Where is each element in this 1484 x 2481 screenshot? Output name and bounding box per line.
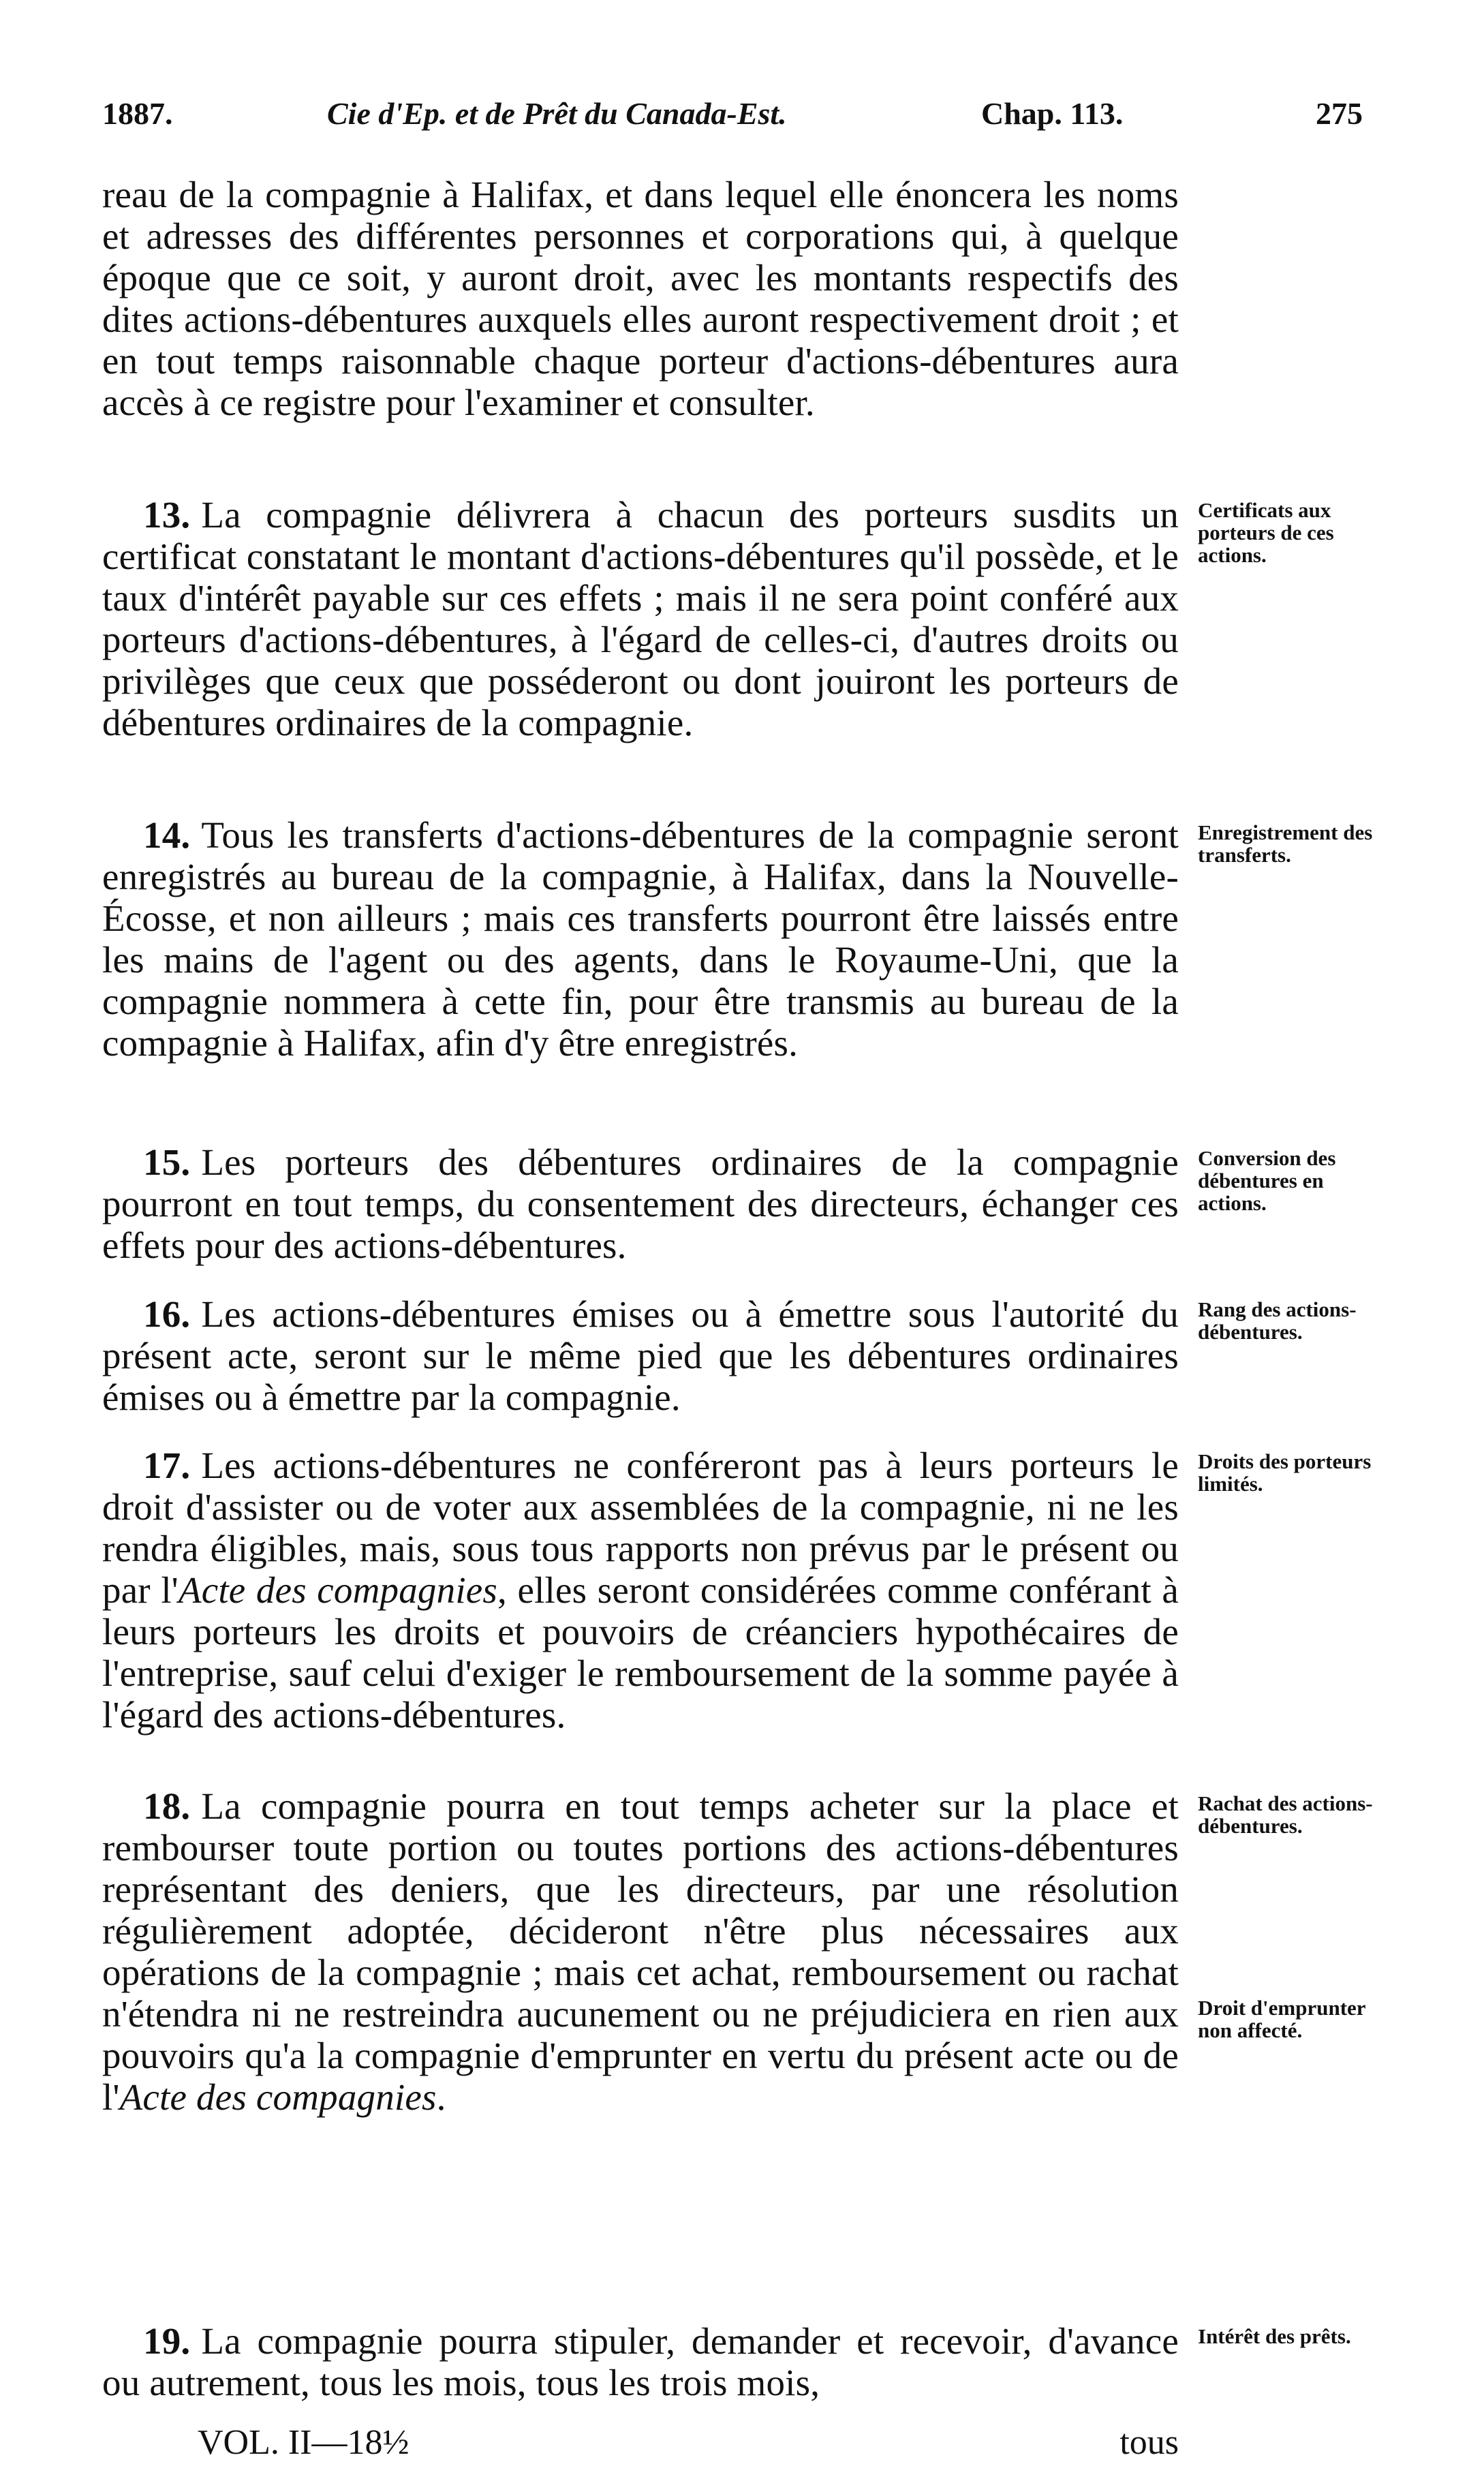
- section-text-end: , elles seront considérées comme conférant à leurs porteurs les droits et pouvoirs de créanciers hypothécaires de l'entreprise, sauf celui d'exiger le remboursement de la somme payée à l'égard des actions-débentures.: [102, 1569, 1179, 1736]
- header-title: Cie d'Ep. et de Prêt du Canada-Est.: [327, 96, 787, 131]
- section-text: Les actions-débentures émises ou à émettre sous l'autorité du présent acte, seront sur le même pied que les débentures ordinaires émises ou à émettre par la compagnie.: [102, 1293, 1179, 1418]
- page-number: 275: [1316, 96, 1363, 131]
- header-year: 1887.: [102, 96, 173, 131]
- signature-mark: VOL. II—18½: [198, 2423, 409, 2462]
- section-14: [102, 814, 1179, 1064]
- header-chapter: Chap. 113.: [981, 96, 1124, 131]
- section-number: 14.: [143, 814, 191, 856]
- act-reference: Acte des compagnies: [119, 2076, 437, 2118]
- section-19: [102, 2320, 1179, 2403]
- section-text: La compagnie pourra stipuler, demander et recevoir, d'avance ou autrement, tous les mois, tous les trois mois,: [102, 2320, 1179, 2403]
- margin-note-19: Intérêt des prêts.: [1198, 2324, 1351, 2348]
- section-number: 15.: [143, 1141, 191, 1183]
- section-18: [102, 1785, 1179, 2118]
- section-number: 16.: [143, 1293, 191, 1335]
- section-13: [102, 494, 1179, 743]
- intro-paragraph: [102, 174, 1179, 423]
- section-number: 13.: [143, 494, 191, 536]
- section-number: 19.: [143, 2320, 191, 2362]
- section-text: Les porteurs des débentures ordinaires de la compagnie pourront en tout temps, du consentement des directeurs, échanger ces effets pour des actions-débentures.: [102, 1141, 1179, 1266]
- section-number: 17.: [143, 1445, 191, 1486]
- section-17: [102, 1445, 1179, 1736]
- section-text: La compagnie délivrera à chacun des porteurs susdits un certificat constatant le montant d'actions-débentures qu'il possède, et le taux d'intérêt payable sur ces effets ; mais il ne sera point conféré aux porteurs d'actions-débentures, à l'égard de celles-ci, d'autres droits ou privilèges que ceux que posséderont ou dont jouiront les porteurs de débentures ordinaires de la compagnie.: [102, 494, 1179, 743]
- running-header: [102, 95, 1363, 143]
- section-text: La compagnie pourra en tout temps acheter sur la place et rembourser toute portion ou toutes portions des actions-débentures représentant des deniers, que les directeurs, par une résolution régulièrement adoptée, décideront n'être plus nécessaires aux opérations de la compagnie ; mais cet achat, remboursement ou rachat n'étendra ni ne restreindra aucunement ou ne préjudiciera en rien aux pouvoirs qu'a la compagnie d'emprunter en vertu du présent acte ou de l': [102, 1785, 1179, 2118]
- margin-note-18: Rachat des actions-débentures.: [1198, 1791, 1373, 1838]
- section-text-end: .: [436, 2076, 446, 2118]
- intro-text: reau de la compagnie à Halifax, et dans lequel elle énoncera les noms et adresses des différentes personnes et corporations qui, à quelque époque que ce soit, y auront droit, avec les montants respectifs des dites actions-débentures auxquels elles auront respectivement droit ; et en tout temps raisonnable chaque porteur d'actions-débentures aura accès à ce registre pour l'examiner et consulter.: [102, 174, 1179, 423]
- margin-note-17: Droits des porteurs limités.: [1198, 1449, 1372, 1496]
- act-reference: Acte des compagnies: [178, 1569, 498, 1611]
- margin-note-14: Enregistrement des transferts.: [1198, 820, 1373, 867]
- section-text: Les actions-débentures ne conféreront pas à leurs porteurs le droit d'assister ou de voter aux assemblées de la compagnie, ni ne les rendra éligibles, mais, sous tous rapports non prévus par le présent ou par l': [102, 1445, 1179, 1611]
- section-16: [102, 1293, 1179, 1418]
- page-footer: [102, 2422, 1179, 2470]
- section-text: Tous les transferts d'actions-débentures de la compagnie seront enregistrés au bureau de la compagnie, à Halifax, dans la Nouvelle-Écosse, et non ailleurs ; mais ces transferts pourront être laissés entre les mains de l'agent ou des agents, dans le Royaume-Uni, que la compagnie nommera à cette fin, pour être transmis au bureau de la compagnie à Halifax, afin d'y être enregistrés.: [102, 814, 1179, 1064]
- section-15: [102, 1141, 1179, 1266]
- section-number: 18.: [143, 1785, 191, 1827]
- margin-note-15: Conversion des débentures en actions.: [1198, 1146, 1336, 1215]
- margin-note-16: Rang des actions-débentures.: [1198, 1297, 1357, 1344]
- margin-note-18b: Droit d'emprunter non affecté.: [1198, 1996, 1365, 2042]
- margin-note-13: Certificats aux porteurs de ces actions.: [1198, 498, 1334, 567]
- catchword: tous: [1119, 2423, 1179, 2462]
